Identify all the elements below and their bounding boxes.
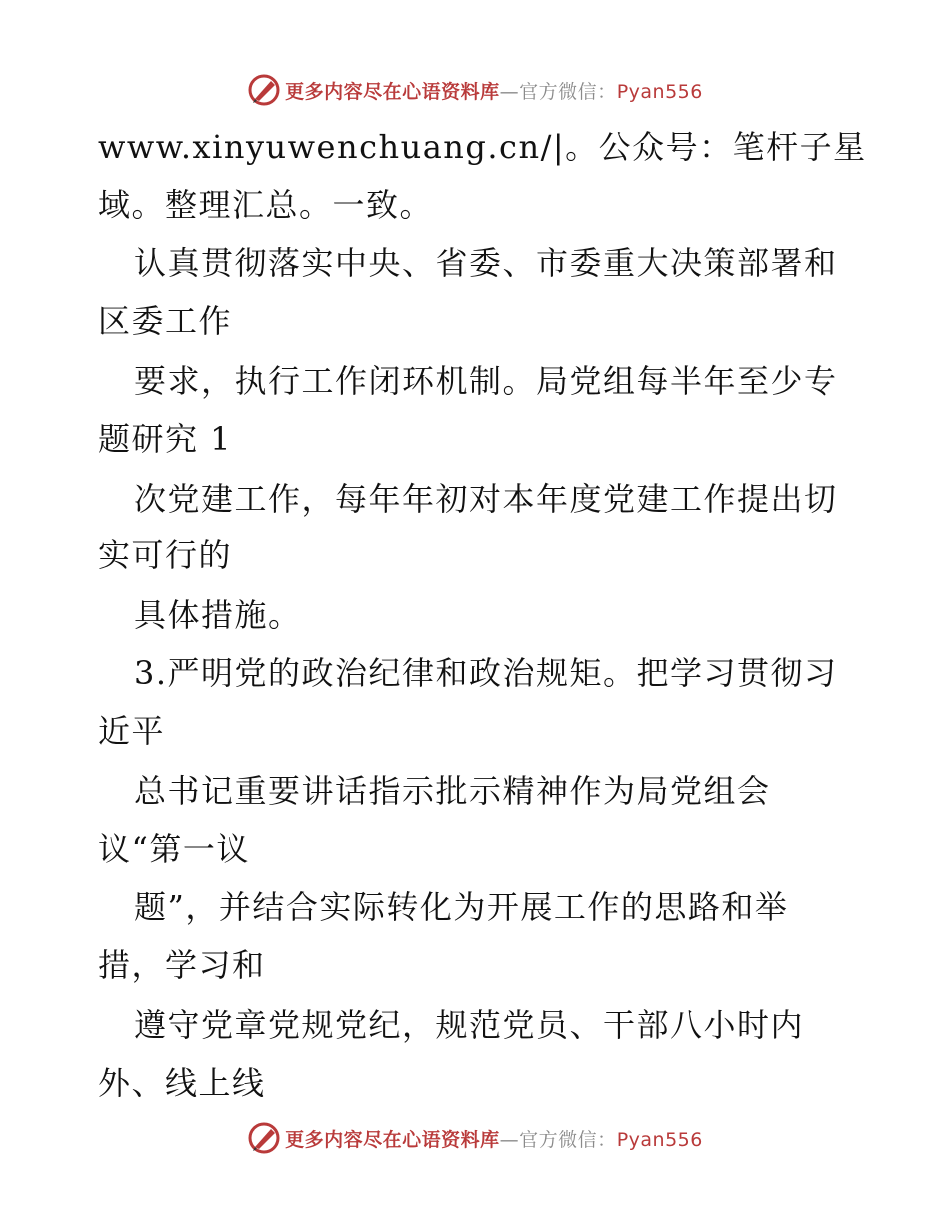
body-line-13: 议“第一议 [98,830,250,868]
watermark-library-name: 更多内容尽在心语资料库 [285,1128,500,1151]
body-line-2: 域。整理汇总。一致。 [98,186,434,224]
watermark-wechat-id: Pyan556 [616,1128,703,1151]
body-line-3: 认真贯彻落实中央、省委、市委重大决策部署和 [134,244,838,282]
body-line-11: 近平 [98,712,166,750]
watermark-text [285,1125,703,1152]
watermark-wechat-id: Pyan556 [616,80,703,103]
body-line-4: 区委工作 [98,302,233,340]
body-line-5: 要求，执行工作闭环机制。局党组每半年至少专 [134,362,838,400]
body-line-14: 题”，并结合实际转化为开展工作的思路和举 [134,888,789,926]
watermark-library-name: 更多内容尽在心语资料库 [285,80,500,103]
body-line-16: 遵守党章党规党纪，规范党员、干部八小时内 [134,1006,805,1044]
pen-logo-icon [247,73,281,107]
watermark-text [285,77,703,104]
body-line-9: 具体措施。 [134,596,302,634]
watermark-wechat-label: 官方微信： [519,1128,617,1151]
watermark-dash: — [499,80,520,103]
pen-logo-icon [247,1121,281,1155]
footer-watermark [0,1118,950,1158]
header-watermark [0,70,950,110]
watermark-dash: — [499,1128,520,1151]
body-line-7: 次党建工作，每年年初对本年度党建工作提出切 [134,480,838,518]
watermark-wechat-label: 官方微信： [519,80,617,103]
body-line-12: 总书记重要讲话指示批示精神作为局党组会 [134,772,771,810]
body-line-10: 3.严明党的政治纪律和政治规矩。把学习贯彻习 [134,654,838,692]
body-line-6: 题研究 1 [98,420,233,458]
body-line-8: 实可行的 [98,536,233,574]
body-line-17: 外、线上线 [98,1064,266,1102]
body-line-15: 措，学习和 [98,946,266,984]
body-line-1: www.xinyuwenchuang.cn/|。公众号：笔杆子星 [98,128,867,166]
